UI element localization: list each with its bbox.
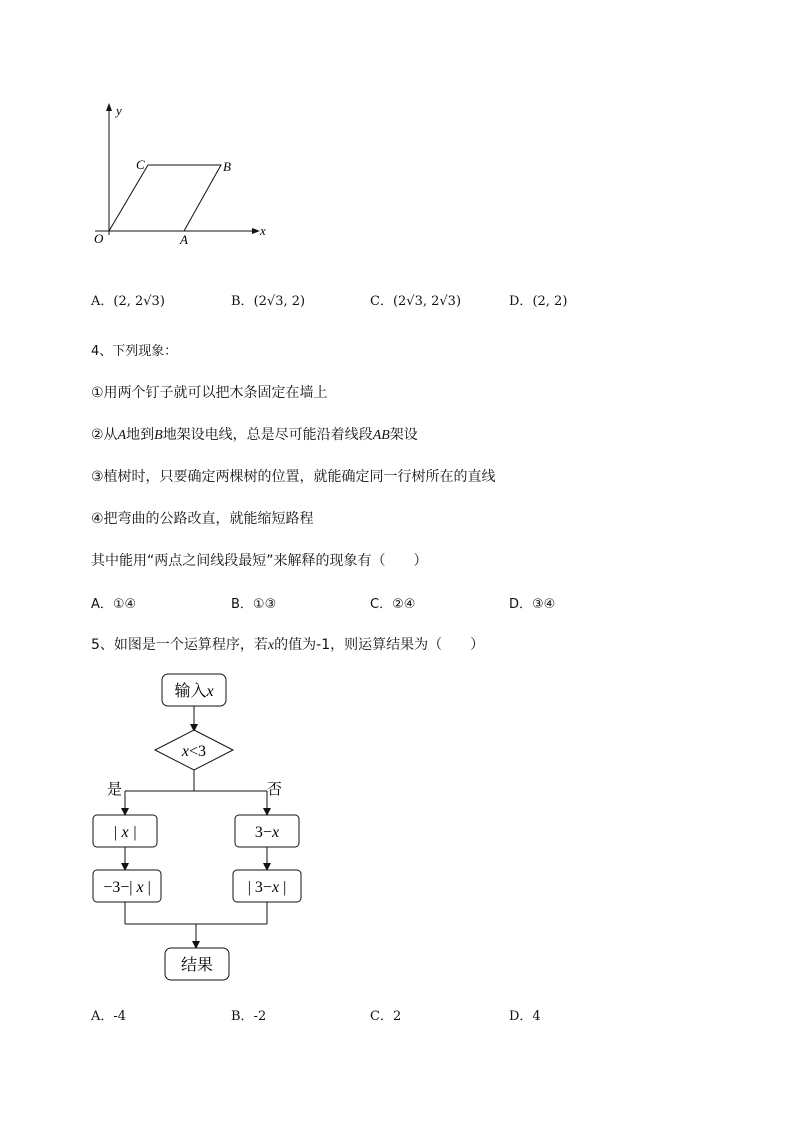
q4-item-2-point-b: B — [154, 428, 163, 443]
q4-option-c[interactable]: C．②④ — [370, 597, 416, 612]
flow-right-1-pre: 3− — [254, 824, 272, 841]
point-a-label: A — [180, 232, 188, 247]
flow-right-text-1 — [255, 824, 279, 841]
q3-option-d-value: (2, 2) — [532, 294, 568, 309]
parallelogram — [109, 165, 221, 231]
q3-option-d-letter: D． — [509, 294, 533, 309]
q3-option-c[interactable] — [370, 290, 461, 309]
q4-item-3: ③植树时，只要确定两棵树的位置，就能确定同一行树所在的直线 — [91, 469, 496, 485]
flow-right-2-var: x — [271, 879, 280, 896]
flow-yes-label: 是 — [107, 782, 123, 798]
q4-item-4: ④把弯曲的公路改直，就能缩短路程 — [91, 511, 314, 527]
q5-prefix: 5、如图是一个运算程序，若 — [91, 637, 268, 653]
q4-item-2-mid: 地到 — [126, 427, 155, 443]
q4-option-a[interactable]: A．①④ — [91, 597, 137, 612]
flowchart — [85, 670, 315, 990]
flow-right-2-pre: | 3− — [247, 879, 272, 896]
flow-no-label: 否 — [267, 782, 283, 798]
y-axis-label: y — [116, 103, 122, 118]
x-axis-label: x — [260, 223, 266, 238]
q4-item-1: ①用两个钉子就可以把木条固定在墙上 — [91, 385, 328, 401]
flow-left-2-pre: −3−| — [103, 879, 137, 896]
q5-option-b[interactable]: B．-2 — [231, 1009, 267, 1024]
q3-option-d[interactable] — [509, 290, 567, 309]
flow-condition-rest: <3 — [189, 743, 207, 760]
flow-result-text: 结果 — [180, 957, 214, 974]
q5-option-a[interactable]: A．-4 — [91, 1009, 127, 1024]
q4-item-2 — [91, 424, 418, 444]
q4-item-2-segment-ab: AB — [372, 428, 390, 443]
q4-item-2-point-a: A — [117, 428, 127, 443]
q4-title: 4、下列现象： — [91, 344, 178, 359]
q4-question: 其中能用“两点之间线段最短”来解释的现象有（ ） — [91, 553, 428, 569]
q3-option-b[interactable] — [231, 290, 305, 309]
q3-option-c-letter: C． — [370, 294, 393, 309]
flow-right-2-post: | — [279, 879, 287, 896]
flow-condition-text — [181, 743, 206, 760]
q4-option-b[interactable]: B．①③ — [231, 597, 277, 612]
q5-question — [91, 634, 484, 654]
q3-option-b-value: (2√3, 2) — [253, 294, 306, 309]
q3-option-c-value: (2√3, 2√3) — [392, 294, 462, 309]
flow-input-text — [174, 681, 213, 700]
flow-left-2-post: | — [143, 879, 151, 896]
y-axis-arrow — [106, 103, 112, 111]
x-axis-arrow — [252, 228, 260, 234]
q4-item-2-pre: ②从 — [91, 427, 118, 443]
point-b-label: B — [223, 159, 231, 174]
flow-input-label: 输入 — [174, 681, 207, 700]
q5-option-d[interactable]: D．4 — [509, 1009, 541, 1024]
q3-option-b-letter: B． — [231, 294, 254, 309]
flow-left-text-1: | x | — [113, 824, 137, 841]
q3-option-a-value: (2, 2√3) — [113, 294, 165, 309]
point-c-label: C — [136, 157, 145, 172]
q5-var: x — [267, 638, 275, 653]
origin-label: O — [94, 231, 104, 246]
parallelogram-figure — [80, 95, 290, 255]
flow-left-text-2 — [103, 879, 151, 896]
flow-right-text-2 — [248, 879, 287, 896]
flow-left-2-var: x — [136, 879, 144, 896]
q3-option-a-letter: A． — [91, 294, 114, 309]
flow-condition-var: x — [181, 743, 190, 760]
q3-option-a[interactable] — [91, 290, 165, 309]
q5-option-c[interactable]: C．2 — [370, 1009, 402, 1024]
q4-item-2-mid2: 地架设电线，总是尽可能沿着线段 — [162, 427, 373, 443]
q4-option-d[interactable]: D．③④ — [509, 597, 556, 612]
q4-item-2-post: 架设 — [389, 427, 418, 443]
q5-middle: 的值为-1，则运算结果为（ ） — [274, 637, 485, 653]
flow-right-1-var: x — [271, 824, 280, 841]
flow-input-var: x — [206, 683, 214, 700]
